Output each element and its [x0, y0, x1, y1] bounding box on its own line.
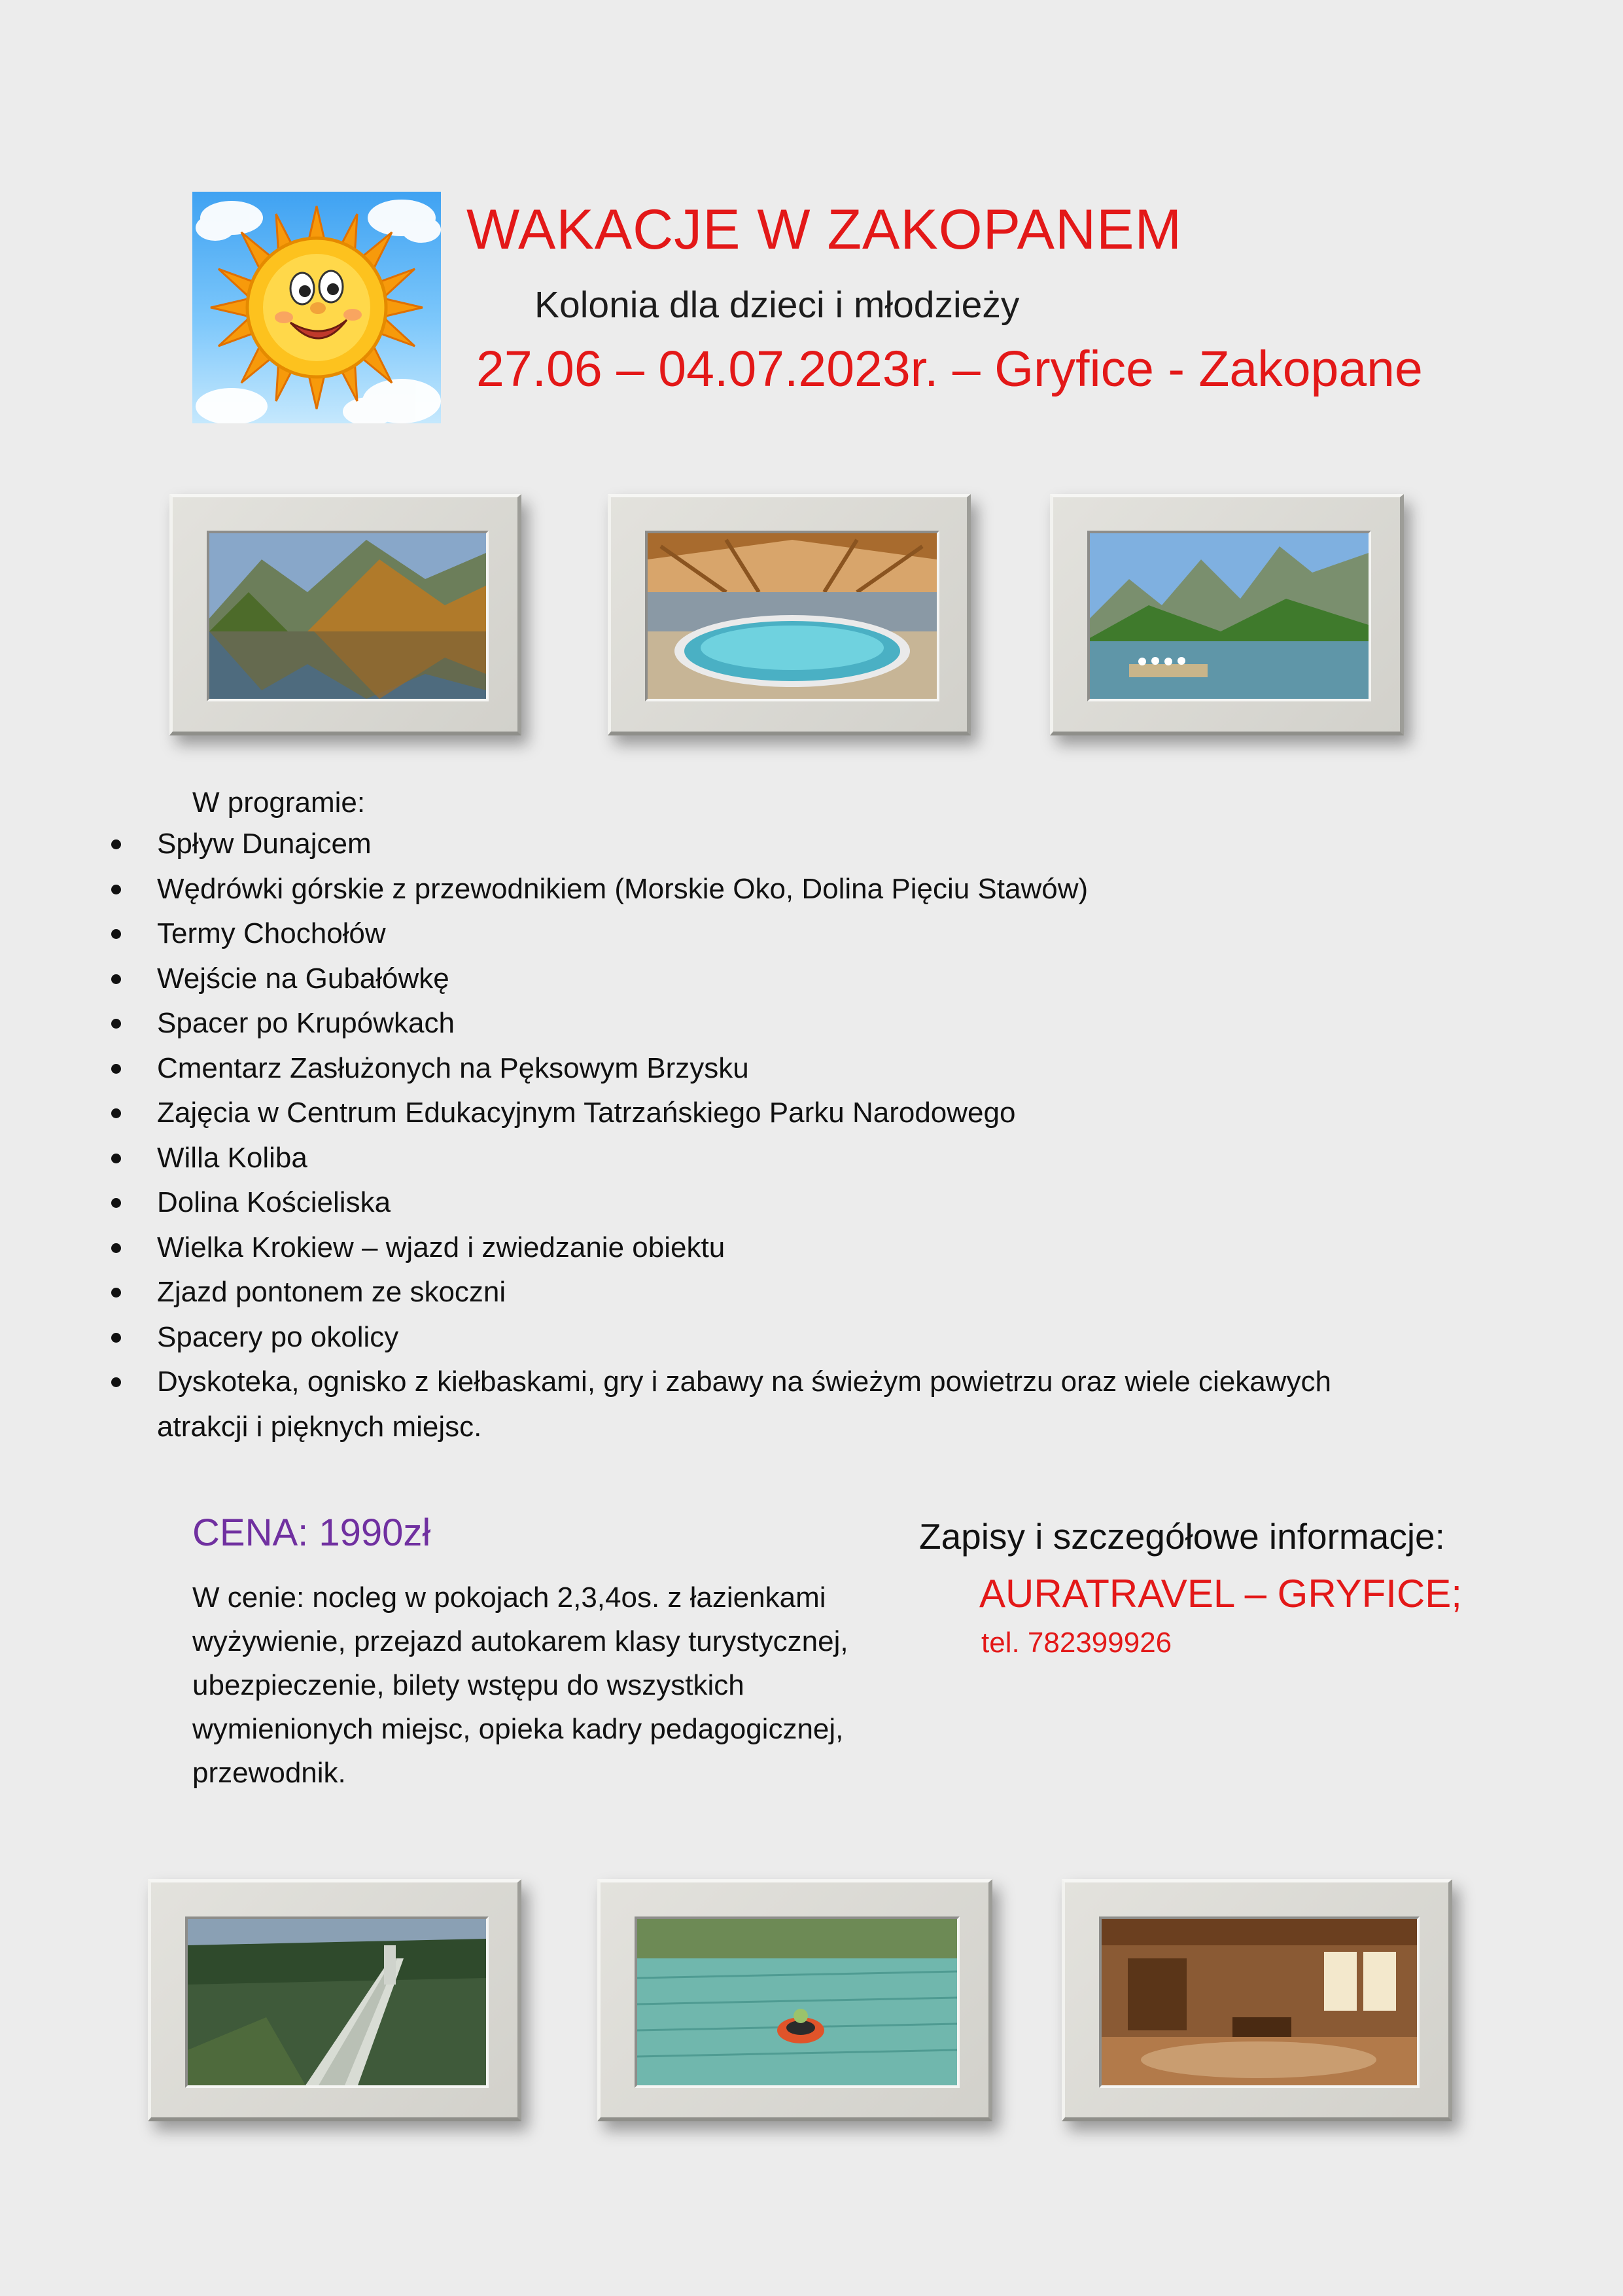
list-item: Dyskoteka, ognisko z kiełbaskami, gry i zabawy na świeżym powietrzu oraz wiele ciekawych atrakcji i pięknych miejsc. [105, 1360, 1413, 1449]
page-title: WAKACJE W ZAKOPANEM [466, 198, 1183, 261]
photo-frame-mountain-lake [169, 494, 521, 735]
price-description: W cenie: nocleg w pokojach 2,3,4os. z łazienkami wyżywienie, przejazd autokarem klasy turystycznej, ubezpieczenie, bilety wstępu do wszystkich wymienionych miejsc, opieka kadry pedagogicznej, przewodnik. [192, 1581, 848, 1789]
raft-slide-photo [635, 1916, 960, 2088]
list-item: Wielka Krokiew – wjazd i zwiedzanie obiektu [105, 1226, 1413, 1271]
photo-frame-raft-slide [597, 1879, 992, 2121]
agency-name: AURATRAVEL – GRYFICE; [979, 1572, 1462, 1616]
photo-frame-villa-interior [1062, 1879, 1452, 2121]
list-item: Spacer po Krupówkach [105, 1001, 1413, 1046]
sun-icon [192, 192, 441, 423]
list-item: Willa Koliba [105, 1136, 1413, 1181]
phone-number: tel. 782399926 [981, 1627, 1172, 1659]
list-item: Zjazd pontonem ze skoczni [105, 1270, 1413, 1315]
photo-frame-thermal-pool [608, 494, 971, 735]
price-label: CENA: 1990zł [192, 1511, 431, 1554]
list-item: Termy Chochołów [105, 911, 1413, 957]
list-item: Wejście na Gubałówkę [105, 957, 1413, 1002]
list-item: Zajęcia w Centrum Edukacyjnym Tatrzańskiego Parku Narodowego [105, 1091, 1413, 1136]
photo-frame-river-rafting [1050, 494, 1404, 735]
photo-frame-ski-jump [148, 1879, 521, 2121]
contact-heading: Zapisy i szczegółowe informacje: [919, 1516, 1445, 1557]
program-list [105, 822, 1413, 1449]
list-item: Cmentarz Zasłużonych na Pęksowym Brzysku [105, 1046, 1413, 1091]
thermal-pool-photo [645, 531, 939, 701]
mountain-lake-photo [207, 531, 489, 701]
river-rafting-photo [1087, 531, 1371, 701]
villa-interior-photo [1099, 1916, 1420, 2088]
sun-illustration [192, 192, 441, 423]
page-subtitle: Kolonia dla dzieci i młodzieży [534, 284, 1020, 326]
list-item: Spacery po okolicy [105, 1315, 1413, 1360]
ski-jump-photo [185, 1916, 489, 2088]
list-item: Dolina Kościeliska [105, 1180, 1413, 1226]
program-heading: W programie: [192, 786, 366, 819]
list-item: Spływ Dunajcem [105, 822, 1413, 867]
trip-dates: 27.06 – 04.07.2023r. – Gryfice - Zakopane [476, 341, 1423, 397]
list-item: Wędrówki górskie z przewodnikiem (Morskie Oko, Dolina Pięciu Stawów) [105, 867, 1413, 912]
